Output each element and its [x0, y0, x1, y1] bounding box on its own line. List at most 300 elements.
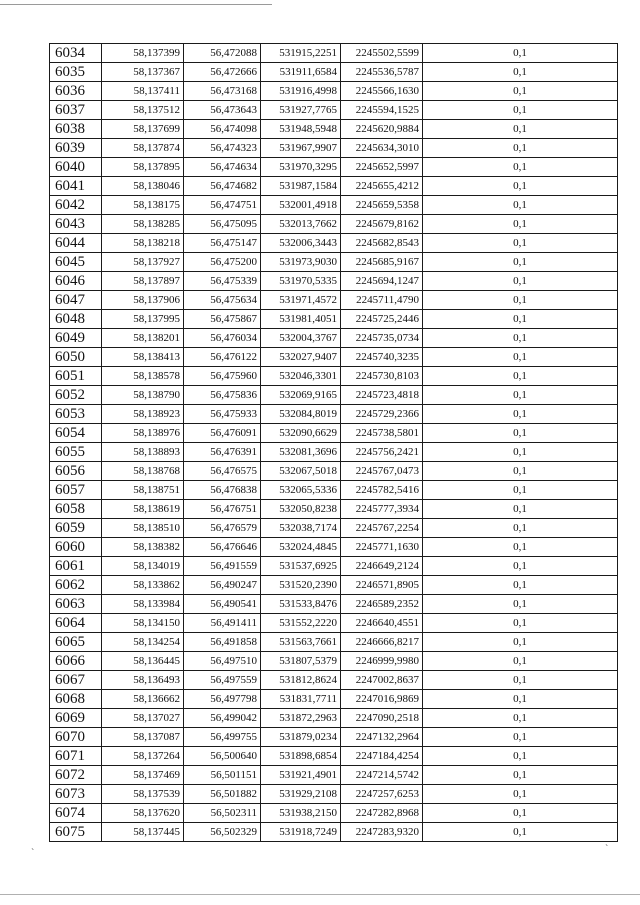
cell-coord-x: 531533,8476 [261, 595, 341, 614]
cell-coord-y: 2245738,5801 [341, 424, 423, 443]
cell-coord-lat: 58,137539 [102, 785, 184, 804]
cell-accuracy: 0,1 [423, 139, 618, 158]
cell-coord-lat: 58,138510 [102, 519, 184, 538]
cell-coord-lat: 58,137927 [102, 253, 184, 272]
cell-accuracy: 0,1 [423, 500, 618, 519]
cell-accuracy: 0,1 [423, 633, 618, 652]
table-row [50, 253, 618, 272]
cell-coord-lon: 56,476575 [184, 462, 261, 481]
cell-coord-y: 2245685,9167 [341, 253, 423, 272]
cell-coord-y: 2245723,4818 [341, 386, 423, 405]
cell-coord-lon: 56,476091 [184, 424, 261, 443]
cell-coord-x: 531563,7661 [261, 633, 341, 652]
cell-coord-y: 2245566,1630 [341, 82, 423, 101]
cell-coord-lon: 56,497798 [184, 690, 261, 709]
cell-coord-x: 532069,9165 [261, 386, 341, 405]
cell-point-number: 6034 [50, 44, 102, 63]
cell-coord-lat: 58,137367 [102, 63, 184, 82]
cell-coord-x: 532046,3301 [261, 367, 341, 386]
table-row [50, 690, 618, 709]
table-row [50, 196, 618, 215]
cell-coord-x: 531807,5379 [261, 652, 341, 671]
cell-coord-lat: 58,133862 [102, 576, 184, 595]
cell-coord-y: 2246666,8217 [341, 633, 423, 652]
cell-coord-lat: 58,138218 [102, 234, 184, 253]
cell-coord-y: 2246999,9980 [341, 652, 423, 671]
cell-coord-x: 532024,4845 [261, 538, 341, 557]
cell-accuracy: 0,1 [423, 63, 618, 82]
cell-point-number: 6049 [50, 329, 102, 348]
cell-accuracy: 0,1 [423, 709, 618, 728]
table-row [50, 804, 618, 823]
coordinates-table [49, 43, 618, 842]
cell-coord-x: 531921,4901 [261, 766, 341, 785]
table-row [50, 538, 618, 557]
cell-accuracy: 0,1 [423, 101, 618, 120]
cell-point-number: 6041 [50, 177, 102, 196]
cell-coord-lat: 58,134019 [102, 557, 184, 576]
cell-coord-lat: 58,137897 [102, 272, 184, 291]
cell-point-number: 6062 [50, 576, 102, 595]
table-row [50, 348, 618, 367]
table-row [50, 44, 618, 63]
cell-coord-lat: 58,138619 [102, 500, 184, 519]
cell-accuracy: 0,1 [423, 481, 618, 500]
cell-coord-y: 2245655,4212 [341, 177, 423, 196]
cell-coord-lat: 58,137895 [102, 158, 184, 177]
cell-accuracy: 0,1 [423, 652, 618, 671]
cell-coord-x: 531929,2108 [261, 785, 341, 804]
cell-coord-lon: 56,500640 [184, 747, 261, 766]
cell-point-number: 6050 [50, 348, 102, 367]
cell-coord-lon: 56,491559 [184, 557, 261, 576]
cell-accuracy: 0,1 [423, 462, 618, 481]
cell-accuracy: 0,1 [423, 671, 618, 690]
cell-coord-y: 2247132,2964 [341, 728, 423, 747]
cell-coord-lat: 58,138578 [102, 367, 184, 386]
cell-coord-lat: 58,138768 [102, 462, 184, 481]
cell-coord-lon: 56,497510 [184, 652, 261, 671]
cell-coord-y: 2247184,4254 [341, 747, 423, 766]
table-row [50, 481, 618, 500]
cell-point-number: 6069 [50, 709, 102, 728]
cell-coord-y: 2247090,2518 [341, 709, 423, 728]
cell-coord-lon: 56,474323 [184, 139, 261, 158]
cell-coord-lat: 58,138976 [102, 424, 184, 443]
cell-accuracy: 0,1 [423, 158, 618, 177]
cell-coord-y: 2247214,5742 [341, 766, 423, 785]
cell-point-number: 6048 [50, 310, 102, 329]
cell-coord-x: 531831,7711 [261, 690, 341, 709]
cell-coord-lon: 56,490541 [184, 595, 261, 614]
cell-coord-lat: 58,137445 [102, 823, 184, 842]
cell-coord-y: 2246640,4551 [341, 614, 423, 633]
table-row [50, 500, 618, 519]
table-row [50, 139, 618, 158]
cell-coord-x: 532050,8238 [261, 500, 341, 519]
cell-accuracy: 0,1 [423, 234, 618, 253]
cell-coord-x: 531948,5948 [261, 120, 341, 139]
cell-coord-lon: 56,475095 [184, 215, 261, 234]
cell-coord-lon: 56,475867 [184, 310, 261, 329]
cell-point-number: 6063 [50, 595, 102, 614]
cell-coord-y: 2245679,8162 [341, 215, 423, 234]
cell-coord-lat: 58,137874 [102, 139, 184, 158]
cell-coord-lat: 58,134150 [102, 614, 184, 633]
cell-coord-y: 2245694,1247 [341, 272, 423, 291]
table-row [50, 728, 618, 747]
table-row [50, 272, 618, 291]
table-row [50, 329, 618, 348]
cell-coord-lon: 56,472666 [184, 63, 261, 82]
cell-coord-lon: 56,501151 [184, 766, 261, 785]
table-row [50, 614, 618, 633]
cell-point-number: 6055 [50, 443, 102, 462]
table-row [50, 158, 618, 177]
cell-coord-x: 531918,7249 [261, 823, 341, 842]
cell-coord-x: 531872,2963 [261, 709, 341, 728]
cell-point-number: 6052 [50, 386, 102, 405]
cell-coord-lon: 56,491411 [184, 614, 261, 633]
cell-coord-lat: 58,137399 [102, 44, 184, 63]
cell-coord-lon: 56,474682 [184, 177, 261, 196]
stray-mark-right: ` [605, 844, 609, 855]
cell-accuracy: 0,1 [423, 120, 618, 139]
cell-coord-lon: 56,473168 [184, 82, 261, 101]
cell-accuracy: 0,1 [423, 386, 618, 405]
cell-coord-lat: 58,138923 [102, 405, 184, 424]
table-row [50, 557, 618, 576]
cell-coord-lat: 58,138893 [102, 443, 184, 462]
cell-coord-lon: 56,475200 [184, 253, 261, 272]
cell-accuracy: 0,1 [423, 614, 618, 633]
table-body [50, 44, 618, 842]
table-row [50, 462, 618, 481]
cell-coord-lon: 56,475147 [184, 234, 261, 253]
cell-coord-lat: 58,137995 [102, 310, 184, 329]
cell-point-number: 6038 [50, 120, 102, 139]
cell-accuracy: 0,1 [423, 82, 618, 101]
cell-point-number: 6051 [50, 367, 102, 386]
table-row [50, 652, 618, 671]
cell-coord-lat: 58,136445 [102, 652, 184, 671]
table-row [50, 519, 618, 538]
cell-coord-lat: 58,138382 [102, 538, 184, 557]
cell-coord-lon: 56,475960 [184, 367, 261, 386]
cell-coord-x: 532065,5336 [261, 481, 341, 500]
cell-coord-y: 2245735,0734 [341, 329, 423, 348]
cell-coord-y: 2245782,5416 [341, 481, 423, 500]
cell-coord-x: 531537,6925 [261, 557, 341, 576]
cell-point-number: 6066 [50, 652, 102, 671]
cell-accuracy: 0,1 [423, 595, 618, 614]
cell-coord-lat: 58,137264 [102, 747, 184, 766]
cell-coord-lat: 58,137906 [102, 291, 184, 310]
cell-coord-x: 532084,8019 [261, 405, 341, 424]
cell-coord-lat: 58,138790 [102, 386, 184, 405]
cell-coord-x: 531987,1584 [261, 177, 341, 196]
cell-coord-lat: 58,138751 [102, 481, 184, 500]
cell-accuracy: 0,1 [423, 215, 618, 234]
table-row [50, 82, 618, 101]
cell-point-number: 6053 [50, 405, 102, 424]
cell-point-number: 6070 [50, 728, 102, 747]
cell-accuracy: 0,1 [423, 424, 618, 443]
cell-point-number: 6042 [50, 196, 102, 215]
cell-coord-lon: 56,476122 [184, 348, 261, 367]
cell-coord-x: 531911,6584 [261, 63, 341, 82]
cell-accuracy: 0,1 [423, 405, 618, 424]
cell-coord-y: 2246589,2352 [341, 595, 423, 614]
cell-coord-y: 2245594,1525 [341, 101, 423, 120]
cell-coord-lon: 56,475634 [184, 291, 261, 310]
cell-point-number: 6074 [50, 804, 102, 823]
cell-accuracy: 0,1 [423, 538, 618, 557]
cell-coord-lon: 56,473643 [184, 101, 261, 120]
cell-accuracy: 0,1 [423, 766, 618, 785]
table-row [50, 443, 618, 462]
cell-coord-lon: 56,497559 [184, 671, 261, 690]
cell-coord-lon: 56,490247 [184, 576, 261, 595]
cell-coord-x: 532081,3696 [261, 443, 341, 462]
cell-coord-x: 531812,8624 [261, 671, 341, 690]
cell-coord-lat: 58,138413 [102, 348, 184, 367]
cell-coord-x: 531967,9907 [261, 139, 341, 158]
cell-accuracy: 0,1 [423, 348, 618, 367]
table-row [50, 63, 618, 82]
cell-coord-y: 2245771,1630 [341, 538, 423, 557]
cell-coord-x: 532090,6629 [261, 424, 341, 443]
cell-coord-x: 531973,9030 [261, 253, 341, 272]
cell-point-number: 6064 [50, 614, 102, 633]
cell-accuracy: 0,1 [423, 272, 618, 291]
cell-coord-lon: 56,476838 [184, 481, 261, 500]
table-row [50, 386, 618, 405]
cell-point-number: 6065 [50, 633, 102, 652]
cell-coord-y: 2247016,9869 [341, 690, 423, 709]
table-row [50, 576, 618, 595]
cell-accuracy: 0,1 [423, 804, 618, 823]
cell-point-number: 6035 [50, 63, 102, 82]
cell-point-number: 6054 [50, 424, 102, 443]
cell-coord-x: 532038,7174 [261, 519, 341, 538]
cell-coord-lat: 58,137087 [102, 728, 184, 747]
cell-coord-y: 2245502,5599 [341, 44, 423, 63]
cell-coord-lat: 58,137512 [102, 101, 184, 120]
cell-coord-lon: 56,475339 [184, 272, 261, 291]
cell-coord-y: 2247257,6253 [341, 785, 423, 804]
table-row [50, 234, 618, 253]
cell-accuracy: 0,1 [423, 443, 618, 462]
cell-coord-y: 2245729,2366 [341, 405, 423, 424]
cell-accuracy: 0,1 [423, 785, 618, 804]
cell-coord-y: 2245730,8103 [341, 367, 423, 386]
cell-accuracy: 0,1 [423, 310, 618, 329]
cell-accuracy: 0,1 [423, 747, 618, 766]
cell-coord-y: 2245756,2421 [341, 443, 423, 462]
cell-coord-lat: 58,133984 [102, 595, 184, 614]
cell-coord-lat: 58,138046 [102, 177, 184, 196]
top-rule [0, 4, 272, 5]
cell-coord-lon: 56,502311 [184, 804, 261, 823]
cell-coord-lat: 58,134254 [102, 633, 184, 652]
cell-accuracy: 0,1 [423, 576, 618, 595]
bottom-rule [0, 894, 640, 895]
table-row [50, 785, 618, 804]
cell-coord-lon: 56,476391 [184, 443, 261, 462]
cell-coord-lon: 56,476751 [184, 500, 261, 519]
cell-point-number: 6068 [50, 690, 102, 709]
cell-coord-lon: 56,501882 [184, 785, 261, 804]
cell-coord-x: 531971,4572 [261, 291, 341, 310]
cell-accuracy: 0,1 [423, 291, 618, 310]
cell-coord-y: 2245767,0473 [341, 462, 423, 481]
cell-coord-x: 531879,0234 [261, 728, 341, 747]
table-row [50, 177, 618, 196]
cell-coord-lat: 58,138285 [102, 215, 184, 234]
cell-point-number: 6075 [50, 823, 102, 842]
cell-coord-x: 532027,9407 [261, 348, 341, 367]
table-row [50, 709, 618, 728]
cell-point-number: 6040 [50, 158, 102, 177]
cell-coord-lon: 56,474751 [184, 196, 261, 215]
cell-coord-x: 531520,2390 [261, 576, 341, 595]
cell-coord-lat: 58,137620 [102, 804, 184, 823]
table-row [50, 101, 618, 120]
cell-coord-lon: 56,499755 [184, 728, 261, 747]
table-row [50, 633, 618, 652]
cell-point-number: 6047 [50, 291, 102, 310]
cell-coord-lon: 56,475933 [184, 405, 261, 424]
cell-accuracy: 0,1 [423, 253, 618, 272]
cell-coord-x: 532004,3767 [261, 329, 341, 348]
cell-accuracy: 0,1 [423, 519, 618, 538]
cell-coord-lon: 56,476646 [184, 538, 261, 557]
cell-coord-lon: 56,472088 [184, 44, 261, 63]
cell-coord-x: 532013,7662 [261, 215, 341, 234]
cell-coord-lat: 58,137027 [102, 709, 184, 728]
table-row [50, 120, 618, 139]
cell-point-number: 6060 [50, 538, 102, 557]
cell-coord-y: 2247282,8968 [341, 804, 423, 823]
cell-coord-y: 2245725,2446 [341, 310, 423, 329]
cell-accuracy: 0,1 [423, 44, 618, 63]
cell-coord-y: 2247002,8637 [341, 671, 423, 690]
table-row [50, 671, 618, 690]
cell-coord-x: 531915,2251 [261, 44, 341, 63]
cell-coord-y: 2245767,2254 [341, 519, 423, 538]
stray-mark-left: ` [31, 848, 35, 859]
cell-coord-y: 2245740,3235 [341, 348, 423, 367]
cell-accuracy: 0,1 [423, 177, 618, 196]
cell-coord-x: 531970,3295 [261, 158, 341, 177]
cell-coord-x: 531898,6854 [261, 747, 341, 766]
cell-coord-lat: 58,137699 [102, 120, 184, 139]
cell-coord-y: 2245652,5997 [341, 158, 423, 177]
cell-point-number: 6073 [50, 785, 102, 804]
table-row [50, 424, 618, 443]
cell-point-number: 6046 [50, 272, 102, 291]
cell-point-number: 6043 [50, 215, 102, 234]
cell-coord-y: 2245682,8543 [341, 234, 423, 253]
cell-coord-lat: 58,138201 [102, 329, 184, 348]
cell-point-number: 6044 [50, 234, 102, 253]
cell-point-number: 6072 [50, 766, 102, 785]
cell-coord-lon: 56,474098 [184, 120, 261, 139]
table-row [50, 310, 618, 329]
cell-coord-lon: 56,499042 [184, 709, 261, 728]
cell-coord-lon: 56,491858 [184, 633, 261, 652]
cell-coord-y: 2246649,2124 [341, 557, 423, 576]
cell-accuracy: 0,1 [423, 690, 618, 709]
cell-coord-y: 2246571,8905 [341, 576, 423, 595]
cell-coord-x: 532006,3443 [261, 234, 341, 253]
cell-coord-lat: 58,137469 [102, 766, 184, 785]
cell-point-number: 6057 [50, 481, 102, 500]
cell-point-number: 6067 [50, 671, 102, 690]
cell-coord-lat: 58,137411 [102, 82, 184, 101]
table-row [50, 823, 618, 842]
cell-accuracy: 0,1 [423, 823, 618, 842]
cell-coord-x: 531938,2150 [261, 804, 341, 823]
cell-coord-y: 2245536,5787 [341, 63, 423, 82]
cell-point-number: 6039 [50, 139, 102, 158]
cell-point-number: 6061 [50, 557, 102, 576]
cell-coord-x: 532067,5018 [261, 462, 341, 481]
cell-point-number: 6045 [50, 253, 102, 272]
cell-point-number: 6071 [50, 747, 102, 766]
table-row [50, 367, 618, 386]
table-row [50, 215, 618, 234]
table-row [50, 405, 618, 424]
cell-coord-lon: 56,502329 [184, 823, 261, 842]
cell-coord-x: 531970,5335 [261, 272, 341, 291]
cell-coord-y: 2245634,3010 [341, 139, 423, 158]
cell-coord-lat: 58,136662 [102, 690, 184, 709]
cell-coord-y: 2245620,9884 [341, 120, 423, 139]
cell-coord-lon: 56,476034 [184, 329, 261, 348]
cell-coord-y: 2245777,3934 [341, 500, 423, 519]
cell-point-number: 6058 [50, 500, 102, 519]
cell-coord-x: 531981,4051 [261, 310, 341, 329]
cell-coord-x: 531916,4998 [261, 82, 341, 101]
cell-point-number: 6037 [50, 101, 102, 120]
cell-coord-x: 532001,4918 [261, 196, 341, 215]
cell-coord-lat: 58,136493 [102, 671, 184, 690]
cell-point-number: 6059 [50, 519, 102, 538]
cell-accuracy: 0,1 [423, 557, 618, 576]
cell-coord-lat: 58,138175 [102, 196, 184, 215]
cell-coord-y: 2247283,9320 [341, 823, 423, 842]
cell-accuracy: 0,1 [423, 367, 618, 386]
cell-coord-y: 2245711,4790 [341, 291, 423, 310]
cell-accuracy: 0,1 [423, 329, 618, 348]
cell-coord-lon: 56,474634 [184, 158, 261, 177]
cell-coord-x: 531927,7765 [261, 101, 341, 120]
cell-coord-x: 531552,2220 [261, 614, 341, 633]
cell-coord-y: 2245659,5358 [341, 196, 423, 215]
cell-accuracy: 0,1 [423, 196, 618, 215]
cell-coord-lon: 56,475836 [184, 386, 261, 405]
table-row [50, 595, 618, 614]
table-row [50, 747, 618, 766]
cell-coord-lon: 56,476579 [184, 519, 261, 538]
cell-point-number: 6036 [50, 82, 102, 101]
cell-point-number: 6056 [50, 462, 102, 481]
table-row [50, 766, 618, 785]
table-row [50, 291, 618, 310]
cell-accuracy: 0,1 [423, 728, 618, 747]
